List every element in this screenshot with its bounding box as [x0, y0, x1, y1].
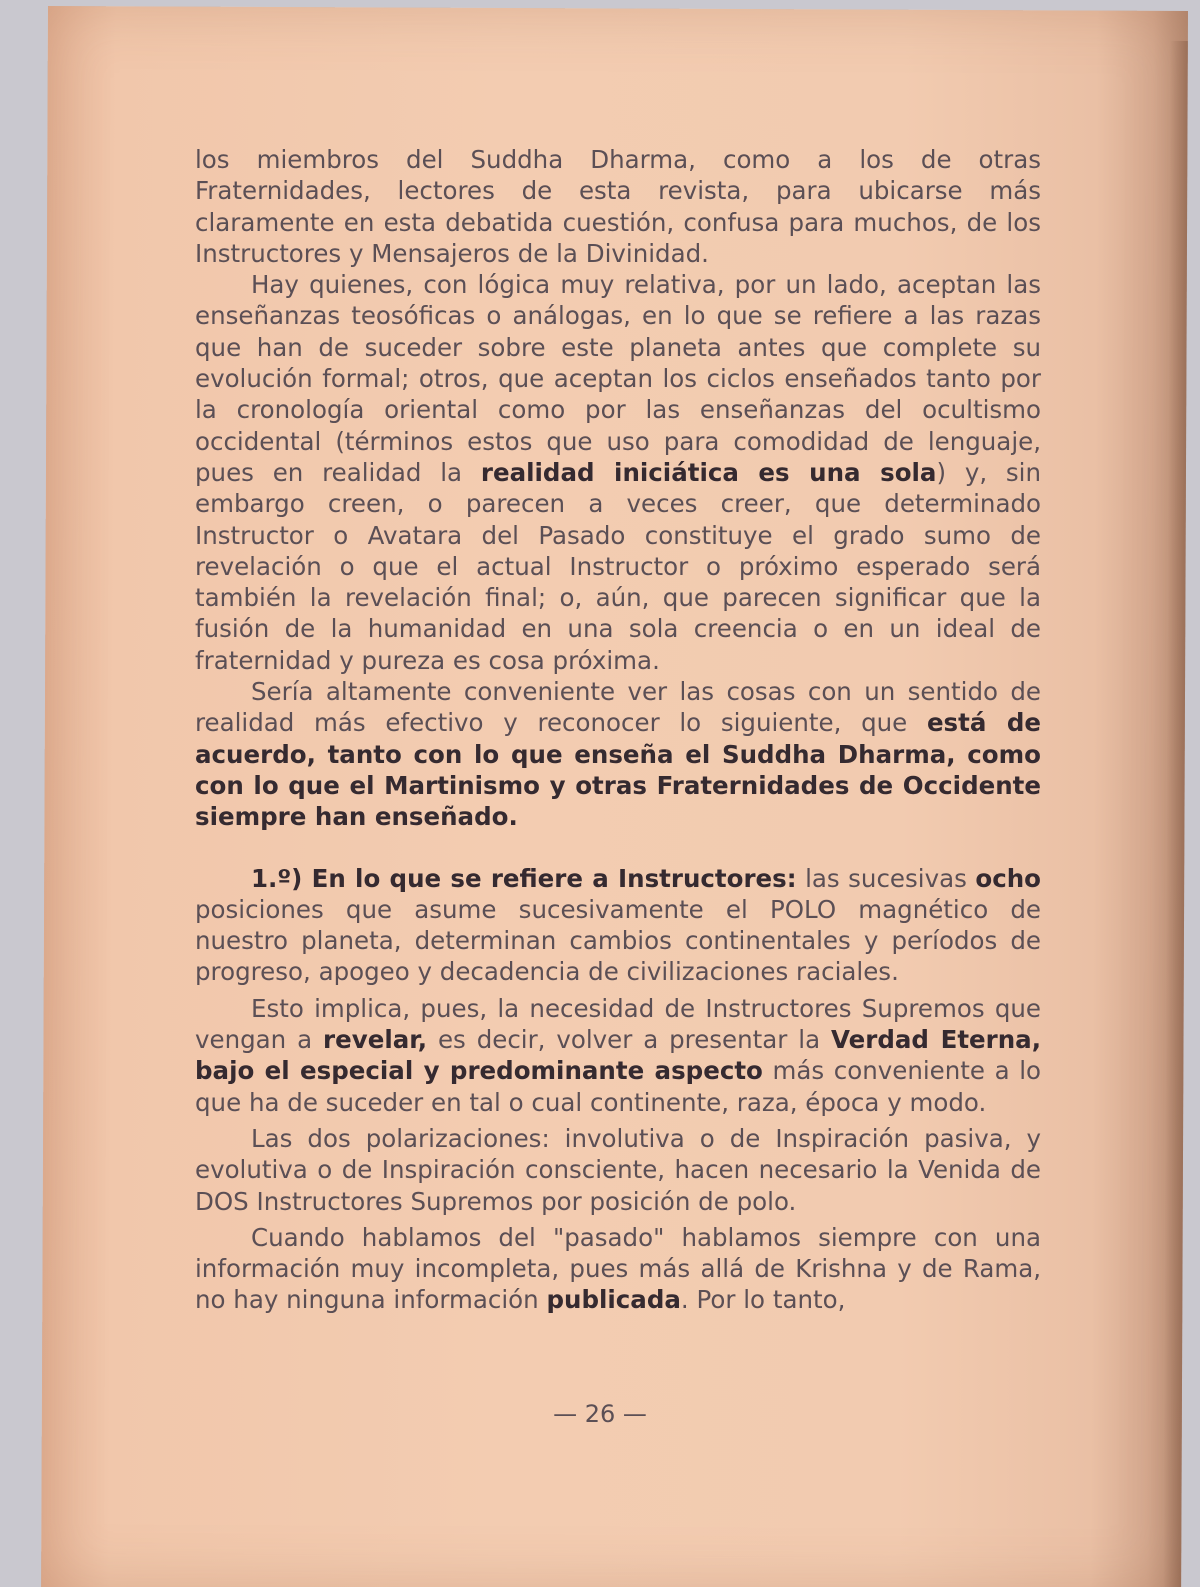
paragraph-2: Hay quienes, con lógica muy relativa, por un lado, aceptan las enseñanzas teosóficas o análogas, en lo que se refiere a las razas que han de suceder sobre este planeta antes que complete su evolución formal; otros, que aceptan los ciclos enseñados tanto por la cronología oriental como por las enseñanzas del ocultismo occidental (términos estos que uso para comodidad de lenguaje, pues en realidad la realidad iniciática es una sola) y, sin embargo creen, o parecen a veces creer, que determinado Instructor o Avatara del Pasado constituye el grado sumo de revelación o que el actual Instructor o próximo esperado será también la revelación final; o, aún, que parecen significar que la fusión de la humanidad en una sola creencia o en un ideal de fraternidad y pureza es cosa próxima. — [195, 270, 1041, 675]
paragraph-3: Sería altamente conveniente ver las cosas con un sentido de realidad más efectivo y reconocer lo siguiente, que está de acuerdo, tanto con lo que enseña el Suddha Dharma, como con lo que el Martinismo y otras Fraternidades de Occidente siempre han enseñado. — [195, 677, 1041, 832]
body-text — [195, 144, 1041, 1316]
bold-emphasis: revelar, — [323, 1025, 428, 1055]
paragraph-5: Esto implica, pues, la necesidad de Instructores Supremos que vengan a revelar, es decir, volver a presentar la Verdad Eterna, bajo el especial y predominante aspecto más conveniente a lo que ha de suceder en tal o cual continente, raza, época y modo. — [195, 993, 1042, 1117]
bold-emphasis: realidad iniciática es una sola — [480, 457, 937, 487]
bold-emphasis: está de acuerdo, tanto con lo que enseña el Suddha Dharma, como con lo que el Martinismo y otras Fraternidades de Occidente siempre han enseñado. — [195, 708, 1041, 832]
page-number: — 26 — — [553, 1400, 647, 1428]
paragraph-6: Las dos polarizaciones: involutiva o de Inspiración pasiva, y evolutiva o de Inspiración consciente, hacen necesario la Venida de DOS Instructores Supremos por posición de polo. — [195, 1123, 1041, 1216]
bold-emphasis: 1.º) En lo que se refiere a Instructores: — [251, 863, 797, 893]
paragraph-4: 1.º) En lo que se refiere a Instructores: las sucesivas ocho posiciones que asume sucesivamente el POLO magnético de nuestro planeta, determinan cambios continentales y períodos de progreso, apogeo y decadencia de civilizaciones raciales. — [195, 863, 1041, 987]
bold-emphasis: publicada — [546, 1285, 681, 1315]
bold-emphasis: ocho — [975, 863, 1041, 893]
paragraph-1: los miembros del Suddha Dharma, como a los de otras Fraternidades, lectores de esta revista, para ubicarse más claramente en esta debatida cuestión, confusa para muchos, de los Instructores y Mensajeros de la Divinidad. — [195, 145, 1041, 268]
bold-emphasis: Verdad Eterna, bajo el especial y predominante aspecto — [195, 1025, 1042, 1086]
paragraph-7: Cuando hablamos del "pasado" hablamos siempre con una información muy incompleta, pues más allá de Krishna y de Rama, no hay ninguna información publicada. Por lo tanto, — [195, 1222, 1041, 1315]
